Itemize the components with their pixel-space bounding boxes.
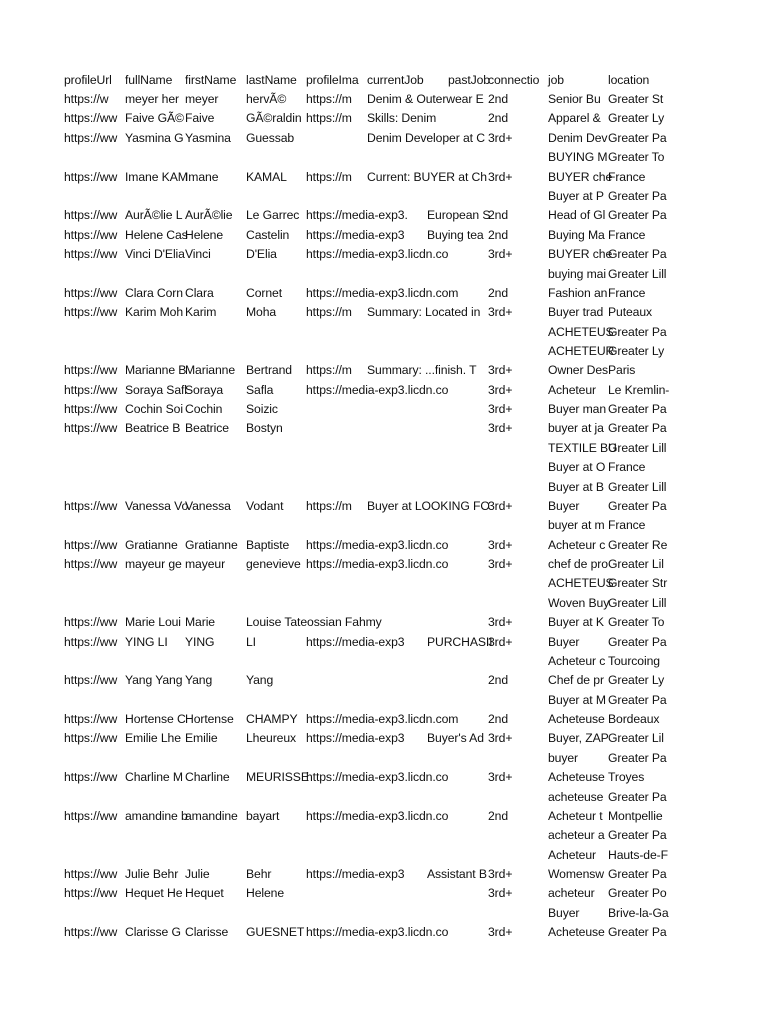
cell-profile-url: https://ww xyxy=(64,673,118,687)
cell-job: Buyer at K xyxy=(548,615,604,629)
cell-profile-url: https://ww xyxy=(64,886,118,900)
cell-profile-image: https://media-exp3.licdn.com xyxy=(306,286,459,300)
cell-location: Hauts-de-F xyxy=(608,848,668,862)
cell-location: Greater Pa xyxy=(608,693,667,707)
cell-profile-url: https://ww xyxy=(64,286,118,300)
cell-job: Buyer at P xyxy=(548,189,604,203)
cell-profile-image: https://media-exp3 xyxy=(306,228,405,242)
cell-last-name: hervÃ© xyxy=(246,92,287,106)
cell-connection: 2nd xyxy=(488,92,509,106)
cell-profile-url: https://ww xyxy=(64,305,118,319)
cell-profile-url: https://w xyxy=(64,92,109,106)
cell-job: buyer at m xyxy=(548,518,605,532)
cell-job: ACHETEUR xyxy=(548,344,615,358)
header-past-job: pastJob xyxy=(448,73,490,87)
cell-last-name: Castelin xyxy=(246,228,290,242)
cell-profile-image: https://m xyxy=(306,363,352,377)
cell-last-name: Bertrand xyxy=(246,363,292,377)
cell-past-job: Buying tea xyxy=(427,228,484,242)
cell-job: Buyer at O xyxy=(548,460,606,474)
cell-job: Head of Gl xyxy=(548,208,606,222)
cell-full-name: Faive GÃ© xyxy=(125,111,184,125)
cell-full-name: Hequet He xyxy=(125,886,183,900)
cell-first-name: Julie xyxy=(185,867,210,881)
cell-profile-image: https://media-exp3.licdn.co xyxy=(306,809,449,823)
cell-last-name: Baptiste xyxy=(246,538,290,552)
cell-profile-image: https://media-exp3 xyxy=(306,731,405,745)
cell-location: Greater Pa xyxy=(608,635,667,649)
header-last-name: lastName xyxy=(246,73,297,87)
cell-connection: 3rd+ xyxy=(488,770,513,784)
cell-job: TEXTILE BU xyxy=(548,441,617,455)
cell-connection: 3rd+ xyxy=(488,867,513,881)
cell-last-name: Guessab xyxy=(246,131,295,145)
cell-last-name: Safla xyxy=(246,383,274,397)
cell-location: Greater Ly xyxy=(608,673,665,687)
cell-first-name: Marie xyxy=(185,615,215,629)
cell-profile-url: https://ww xyxy=(64,363,118,377)
cell-current-job: Denim Developer at C xyxy=(367,131,485,145)
cell-last-name: Behr xyxy=(246,867,272,881)
cell-location: Greater Lill xyxy=(608,596,667,610)
cell-first-name: Clara xyxy=(185,286,214,300)
cell-connection: 2nd xyxy=(488,809,509,823)
cell-profile-image: https://m xyxy=(306,499,352,513)
cell-current-job: Current: BUYER at Ch xyxy=(367,170,487,184)
cell-last-name: KAMAL xyxy=(246,170,287,184)
cell-profile-url: https://ww xyxy=(64,421,118,435)
cell-full-name: Clarisse G xyxy=(125,925,181,939)
cell-past-job: Buyer's Ad xyxy=(427,731,484,745)
cell-location: Greater To xyxy=(608,150,665,164)
cell-job: Denim Dev xyxy=(548,131,608,145)
cell-profile-image: https://m xyxy=(306,305,352,319)
cell-location: France xyxy=(608,170,646,184)
cell-first-name: Vinci xyxy=(185,247,211,261)
cell-job: buyer at ja xyxy=(548,421,604,435)
cell-full-name: AurÃ©lie L xyxy=(125,208,183,222)
cell-last-name: CHAMPY xyxy=(246,712,298,726)
cell-first-name: Cochin xyxy=(185,402,223,416)
cell-job: chef de pro xyxy=(548,557,608,571)
cell-first-name: Helene xyxy=(185,228,224,242)
cell-connection: 3rd+ xyxy=(488,421,513,435)
cell-job: ACHETEUS xyxy=(548,576,614,590)
cell-profile-image: https://media-exp3. xyxy=(306,208,408,222)
cell-location: Greater Lil xyxy=(608,557,664,571)
cell-location: Greater Pa xyxy=(608,402,667,416)
cell-first-name: Gratianne xyxy=(185,538,238,552)
header-location: location xyxy=(608,73,650,87)
cell-full-name: Soraya Safl xyxy=(125,383,187,397)
cell-first-name: amandine xyxy=(185,809,238,823)
cell-last-name: MEURISSE xyxy=(246,770,309,784)
cell-profile-url: https://ww xyxy=(64,247,118,261)
cell-first-name: Vanessa xyxy=(185,499,231,513)
cell-full-name: Yasmina G xyxy=(125,131,184,145)
cell-first-name: YING xyxy=(185,635,215,649)
cell-profile-url: https://ww xyxy=(64,538,118,552)
cell-location: Greater Po xyxy=(608,886,667,900)
cell-first-name: Faive xyxy=(185,111,215,125)
cell-connection: 3rd+ xyxy=(488,499,513,513)
header-current-job: currentJob xyxy=(367,73,424,87)
cell-first-name: Beatrice xyxy=(185,421,229,435)
cell-job: Buying Ma xyxy=(548,228,605,242)
cell-location: Greater St xyxy=(608,92,664,106)
cell-job: Buyer, ZAP xyxy=(548,731,609,745)
cell-connection: 3rd+ xyxy=(488,731,513,745)
cell-profile-image: https://media-exp3.licdn.co xyxy=(306,247,449,261)
cell-job: Chef de pr xyxy=(548,673,604,687)
cell-profile-url: https://ww xyxy=(64,111,118,125)
cell-first-name: Marianne xyxy=(185,363,236,377)
cell-location: Greater Pa xyxy=(608,421,667,435)
cell-connection: 3rd+ xyxy=(488,925,513,939)
cell-full-name: Imane KAM xyxy=(125,170,188,184)
cell-full-name: Charline M xyxy=(125,770,183,784)
cell-current-job: Buyer at LOOKING FO xyxy=(367,499,490,513)
cell-profile-url: https://ww xyxy=(64,731,118,745)
cell-location: Greater Ly xyxy=(608,111,665,125)
cell-last-name: GÃ©raldin xyxy=(246,111,302,125)
cell-profile-url: https://ww xyxy=(64,170,118,184)
cell-location: Bordeaux xyxy=(608,712,660,726)
cell-profile-url: https://ww xyxy=(64,383,118,397)
cell-location: Montpellie xyxy=(608,809,663,823)
cell-location: Greater Pa xyxy=(608,828,667,842)
cell-location: Greater Pa xyxy=(608,790,667,804)
cell-job: BUYING M xyxy=(548,150,608,164)
cell-last-name: Moha xyxy=(246,305,277,319)
cell-profile-image: https://media-exp3.licdn.co xyxy=(306,557,449,571)
cell-location: Greater Ly xyxy=(608,344,665,358)
cell-profile-url: https://ww xyxy=(64,867,118,881)
cell-location: France xyxy=(608,228,646,242)
cell-first-name: Hequet xyxy=(185,886,224,900)
cell-location: France xyxy=(608,460,646,474)
cell-last-name: Le Garrec xyxy=(246,208,300,222)
cell-last-name: Louise Tateossian Fahmy xyxy=(246,615,382,629)
cell-job: Buyer at M xyxy=(548,693,606,707)
cell-location: Greater To xyxy=(608,615,665,629)
cell-profile-image: https://media-exp3.licdn.co xyxy=(306,925,449,939)
cell-first-name: AurÃ©lie xyxy=(185,208,233,222)
cell-last-name: D'Elia xyxy=(246,247,277,261)
cell-location: Brive-la-Ga xyxy=(608,906,669,920)
cell-full-name: mayeur ge xyxy=(125,557,182,571)
cell-first-name: Imane xyxy=(185,170,219,184)
cell-last-name: Helene xyxy=(246,886,285,900)
cell-full-name: Cochin Soi xyxy=(125,402,183,416)
cell-job: BUYER che xyxy=(548,170,613,184)
cell-connection: 3rd+ xyxy=(488,886,513,900)
cell-full-name: Karim Moh xyxy=(125,305,184,319)
cell-profile-image: https://m xyxy=(306,92,352,106)
cell-location: Greater Lill xyxy=(608,480,667,494)
cell-connection: 3rd+ xyxy=(488,635,513,649)
cell-location: Greater Pa xyxy=(608,208,667,222)
cell-location: Greater Pa xyxy=(608,925,667,939)
cell-first-name: Yang xyxy=(185,673,213,687)
cell-job: Buyer xyxy=(548,499,580,513)
cell-location: Troyes xyxy=(608,770,645,784)
cell-full-name: Marie Loui xyxy=(125,615,181,629)
cell-connection: 3rd+ xyxy=(488,538,513,552)
cell-job: Acheteur xyxy=(548,383,596,397)
cell-connection: 3rd+ xyxy=(488,402,513,416)
cell-full-name: Gratianne xyxy=(125,538,178,552)
cell-job: Fashion an xyxy=(548,286,608,300)
cell-full-name: Marianne B xyxy=(125,363,187,377)
cell-past-job: Assistant B xyxy=(427,867,487,881)
cell-location: Greater Pa xyxy=(608,867,667,881)
cell-profile-url: https://ww xyxy=(64,208,118,222)
cell-location: Greater Re xyxy=(608,538,668,552)
cell-last-name: GUESNET xyxy=(246,925,305,939)
cell-profile-url: https://ww xyxy=(64,499,118,513)
cell-location: Greater Str xyxy=(608,576,668,590)
cell-job: Buyer man xyxy=(548,402,607,416)
cell-full-name: meyer her xyxy=(125,92,179,106)
cell-job: Acheteur t xyxy=(548,809,603,823)
cell-location: Greater Pa xyxy=(608,189,667,203)
cell-profile-image: https://media-exp3.licdn.co xyxy=(306,538,449,552)
cell-job: acheteur a xyxy=(548,828,605,842)
cell-first-name: Yasmina xyxy=(185,131,231,145)
cell-connection: 3rd+ xyxy=(488,383,513,397)
cell-first-name: Clarisse xyxy=(185,925,229,939)
cell-connection: 2nd xyxy=(488,111,509,125)
cell-current-job: Denim & Outerwear E xyxy=(367,92,484,106)
cell-profile-url: https://ww xyxy=(64,557,118,571)
cell-connection: 3rd+ xyxy=(488,557,513,571)
cell-job: BUYER che xyxy=(548,247,613,261)
cell-full-name: Emilie Lhe xyxy=(125,731,181,745)
cell-profile-url: https://ww xyxy=(64,712,118,726)
cell-job: acheteur xyxy=(548,886,595,900)
cell-job: Buyer trad xyxy=(548,305,604,319)
header-first-name: firstName xyxy=(185,73,237,87)
header-full-name: fullName xyxy=(125,73,173,87)
cell-profile-image: https://media-exp3 xyxy=(306,635,405,649)
cell-first-name: meyer xyxy=(185,92,219,106)
cell-first-name: Emilie xyxy=(185,731,218,745)
cell-job: Apparel & xyxy=(548,111,601,125)
cell-connection: 2nd xyxy=(488,673,509,687)
cell-connection: 2nd xyxy=(488,286,509,300)
cell-profile-image: https://media-exp3 xyxy=(306,867,405,881)
cell-last-name: Bostyn xyxy=(246,421,283,435)
cell-job: Owner Des xyxy=(548,363,609,377)
cell-profile-url: https://ww xyxy=(64,402,118,416)
cell-past-job: PURCHASII xyxy=(427,635,493,649)
cell-full-name: YING LI xyxy=(125,635,168,649)
cell-profile-url: https://ww xyxy=(64,925,118,939)
cell-job: Acheteuse xyxy=(548,770,605,784)
cell-job: Buyer xyxy=(548,635,580,649)
cell-location: France xyxy=(608,286,646,300)
cell-profile-image: https://media-exp3.licdn.co xyxy=(306,383,449,397)
cell-profile-url: https://ww xyxy=(64,615,118,629)
cell-full-name: Vinci D'Elia xyxy=(125,247,185,261)
cell-job: Acheteur c xyxy=(548,654,606,668)
cell-job: Acheteur xyxy=(548,848,596,862)
cell-last-name: Lheureux xyxy=(246,731,297,745)
cell-profile-url: https://ww xyxy=(64,809,118,823)
cell-profile-image: https://media-exp3.licdn.co xyxy=(306,770,449,784)
cell-connection: 3rd+ xyxy=(488,305,513,319)
cell-job: Womensw xyxy=(548,867,604,881)
cell-first-name: Hortense xyxy=(185,712,234,726)
cell-connection: 2nd xyxy=(488,228,509,242)
cell-location: Greater Pa xyxy=(608,247,667,261)
cell-full-name: Vanessa Vo xyxy=(125,499,189,513)
cell-last-name: Soizic xyxy=(246,402,278,416)
cell-last-name: Yang xyxy=(246,673,274,687)
header-connection: connectio xyxy=(488,73,540,87)
cell-profile-url: https://ww xyxy=(64,635,118,649)
cell-profile-url: https://ww xyxy=(64,770,118,784)
cell-connection: 3rd+ xyxy=(488,363,513,377)
cell-location: France xyxy=(608,518,646,532)
cell-profile-image: https://m xyxy=(306,170,352,184)
header-job: job xyxy=(548,73,564,87)
cell-location: Greater Pa xyxy=(608,499,667,513)
cell-last-name: genevieve xyxy=(246,557,301,571)
cell-first-name: mayeur xyxy=(185,557,226,571)
cell-location: Paris xyxy=(608,363,636,377)
cell-connection: 2nd xyxy=(488,712,509,726)
cell-past-job: European S xyxy=(427,208,491,222)
cell-location: Le Kremlin- xyxy=(608,383,670,397)
cell-profile-url: https://ww xyxy=(64,131,118,145)
cell-last-name: bayart xyxy=(246,809,280,823)
cell-last-name: Vodant xyxy=(246,499,284,513)
cell-job: ACHETEUS xyxy=(548,325,614,339)
cell-job: Woven Buy xyxy=(548,596,610,610)
cell-job: acheteuse xyxy=(548,790,604,804)
cell-full-name: Yang Yang xyxy=(125,673,183,687)
cell-current-job: Summary: Located in xyxy=(367,305,481,319)
cell-job: Acheteur c xyxy=(548,538,606,552)
cell-full-name: Clara Corn xyxy=(125,286,183,300)
cell-job: Buyer at B xyxy=(548,480,604,494)
cell-job: Acheteuse xyxy=(548,925,605,939)
cell-location: Greater Pa xyxy=(608,325,667,339)
cell-job: Buyer xyxy=(548,906,580,920)
header-profile-url: profileUrl xyxy=(64,73,112,87)
cell-first-name: Soraya xyxy=(185,383,224,397)
cell-full-name: Beatrice B xyxy=(125,421,181,435)
cell-location: Tourcoing xyxy=(608,654,660,668)
cell-last-name: LI xyxy=(246,635,256,649)
cell-full-name: Hortense C xyxy=(125,712,186,726)
cell-job: Acheteuse xyxy=(548,712,605,726)
cell-full-name: Julie Behr xyxy=(125,867,179,881)
cell-location: Puteaux xyxy=(608,305,653,319)
cell-connection: 3rd+ xyxy=(488,170,513,184)
cell-job: buyer xyxy=(548,751,578,765)
cell-connection: 2nd xyxy=(488,208,509,222)
cell-profile-image: https://m xyxy=(306,111,352,125)
cell-location: Greater Lil xyxy=(608,731,664,745)
cell-full-name: Helene Cas xyxy=(125,228,188,242)
cell-location: Greater Lill xyxy=(608,441,667,455)
cell-job: buying mai xyxy=(548,267,606,281)
cell-connection: 3rd+ xyxy=(488,131,513,145)
cell-current-job: Summary: ...finish. T xyxy=(367,363,477,377)
cell-last-name: Cornet xyxy=(246,286,282,300)
cell-location: Greater Pa xyxy=(608,131,667,145)
cell-location: Greater Lill xyxy=(608,267,667,281)
cell-job: Senior Bu xyxy=(548,92,601,106)
cell-connection: 3rd+ xyxy=(488,247,513,261)
cell-profile-image: https://media-exp3.licdn.com xyxy=(306,712,459,726)
cell-location: Greater Pa xyxy=(608,751,667,765)
cell-first-name: Karim xyxy=(185,305,217,319)
cell-profile-url: https://ww xyxy=(64,228,118,242)
cell-full-name: amandine b xyxy=(125,809,188,823)
header-profile-image: profileIma xyxy=(306,73,359,87)
cell-first-name: Charline xyxy=(185,770,230,784)
cell-current-job: Skills: Denim xyxy=(367,111,437,125)
cell-connection: 3rd+ xyxy=(488,615,513,629)
